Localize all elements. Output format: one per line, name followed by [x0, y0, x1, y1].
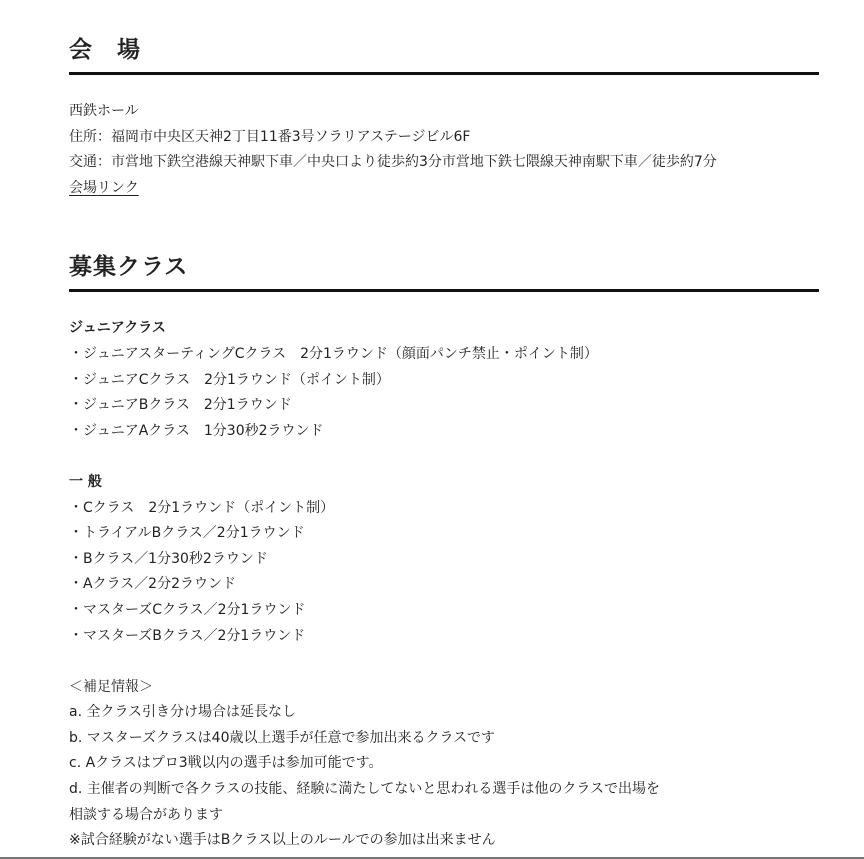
- spacer: [69, 444, 819, 470]
- junior-class-item: ・ジュニアBクラス 2分1ラウンド: [69, 397, 292, 414]
- venue-section: [69, 30, 819, 201]
- venue-address: 住所：福岡市中央区天神2丁目11番3号ソラリアステージビル6F: [69, 128, 471, 145]
- note-item: ※試合経験がない選手はBクラス以上のルールでの参加は出来ません: [69, 832, 496, 849]
- note-item: b. マスターズクラスは40歳以上選手が任意で参加出来るクラスです: [69, 729, 496, 746]
- venue-title-divider: [69, 72, 819, 75]
- venue-link[interactable]: 会場リンク: [69, 179, 139, 196]
- general-class-item: ・マスターズCクラス／2分1ラウンド: [69, 601, 306, 618]
- venue-name: 西鉄ホール: [69, 103, 139, 119]
- general-class-item: ・Bクラス／1分30秒2ラウンド: [69, 550, 268, 567]
- venue-access: 交通：市営地下鉄空港線天神駅下車／中央口より徒歩約3分市営地下鉄七隈線天神南駅下車／徒歩約7分: [69, 154, 717, 171]
- general-class-item: ・Aクラス／2分2ラウンド: [69, 576, 236, 593]
- spacer: [69, 649, 819, 675]
- classes-list: [69, 316, 819, 853]
- main-content: [69, 30, 819, 854]
- notes-heading: ＜補足情報＞: [69, 678, 153, 695]
- general-heading: 一 般: [69, 473, 102, 490]
- junior-class-item: ・ジュニアCクラス 2分1ラウンド（ポイント制）: [69, 371, 390, 388]
- classes-title-divider: [69, 289, 819, 292]
- classes-section: [69, 247, 819, 853]
- venue-info: [69, 99, 819, 201]
- junior-heading: ジュニアクラス: [69, 320, 166, 337]
- note-item: d. 主催者の判断で各クラスの技能、経験に満たしてないと思われる選手は他のクラスで出場を: [69, 781, 660, 798]
- junior-class-item: ・ジュニアAクラス 1分30秒2ラウンド: [69, 422, 324, 439]
- classes-title: 募集クラス: [69, 254, 189, 281]
- junior-class-item: ・ジュニアスターティングCクラス 2分1ラウンド（顔面パンチ禁止・ポイント制）: [69, 345, 598, 362]
- note-item: 相談する場合があります: [69, 806, 223, 823]
- venue-title: 会 場: [69, 37, 141, 63]
- general-class-item: ・マスターズBクラス／2分1ラウンド: [69, 627, 306, 644]
- note-item: c. Aクラスはプロ3戦以内の選手は参加可能です。: [69, 755, 383, 772]
- note-item: a. 全クラス引き分け場合は延長なし: [69, 704, 297, 721]
- general-class-item: ・トライアルBクラス／2分1ラウンド: [69, 525, 305, 542]
- general-class-item: ・Cクラス 2分1ラウンド（ポイント制）: [69, 499, 335, 516]
